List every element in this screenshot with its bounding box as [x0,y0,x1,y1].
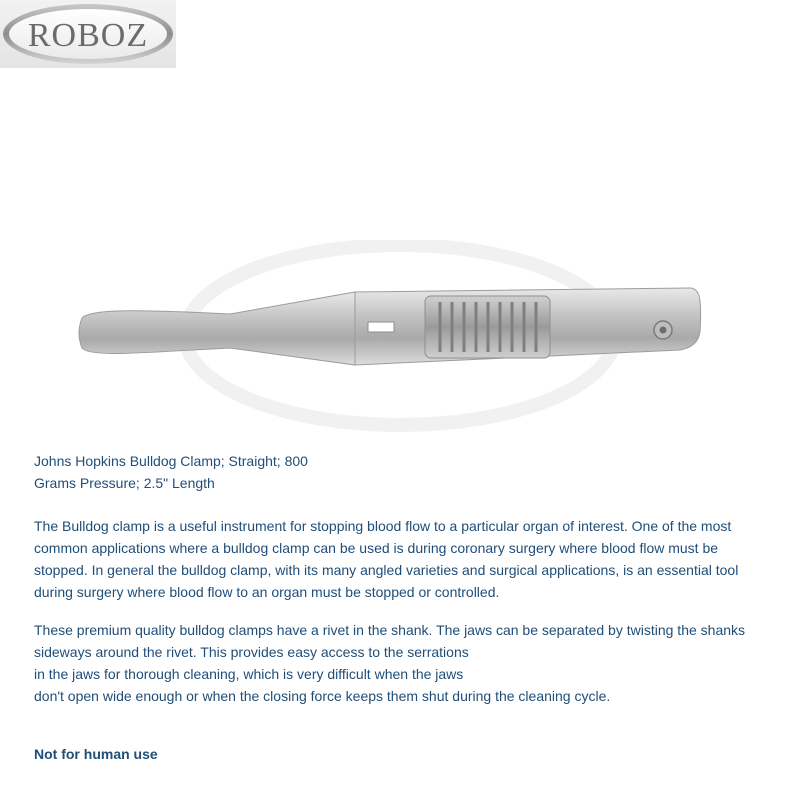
logo-text: ROBOZ [27,17,149,54]
product-title-line2: Grams Pressure; 2.5" Length [34,475,215,491]
clamp-slot [368,322,394,332]
disclaimer-text: Not for human use [34,746,158,762]
product-description-paragraph1: The Bulldog clamp is a useful instrument for stopping blood flow to a particular organ of interest. One of the most common applications where a bulldog clamp can be used is during coronary surgery where blood flow must be stopped. In general the bulldog clamp, with its many angled varieties and surgical applications, is an essential tool during surgery where blood flow to an organ must be stopped or controlled. [34,518,739,600]
paragraph2-line: in the jaws for thorough cleaning, which is very difficult when the jaws [34,666,464,682]
logo-graphic [0,0,176,68]
product-title [34,450,774,494]
product-title-line1: Johns Hopkins Bulldog Clamp; Straight; 800 [34,453,308,469]
paragraph2-line: don't open wide enough or when the closing force keeps them shut during the cleaning cycle. [34,688,611,704]
clamp-handle [79,292,355,365]
paragraph2-line: These premium quality bulldog clamps have a rivet in the shank. The jaws can be separated by twisting the shanks [34,622,746,638]
rivet-center [660,327,667,334]
bulldog-clamp-illustration [0,240,800,440]
product-description-paragraph2 [34,619,774,707]
brand-logo [0,0,176,68]
product-image [0,240,800,440]
paragraph2-line: sideways around the rivet. This provides easy access to the serrations [34,644,469,660]
